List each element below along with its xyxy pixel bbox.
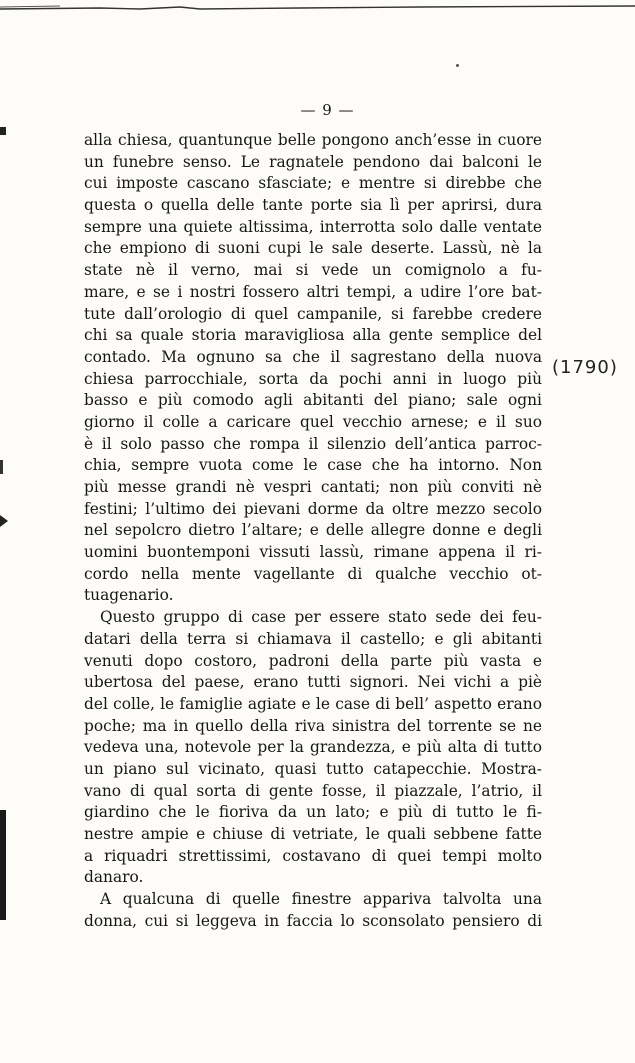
text-line: A qualcuna di quelle finestre appariva talvolta una <box>100 890 542 909</box>
text-line: basso e più comodo agli abitanti del piano; sale ogni <box>84 391 542 410</box>
text-line: alla chiesa, quantunque belle pongono anch’esse in cuore <box>84 131 542 149</box>
text-line: danaro. <box>84 868 144 887</box>
page-number: — 9 — <box>300 101 355 119</box>
text-line: uomini buontemponi vissuti lassù, rimane appena il ri- <box>84 543 542 562</box>
text-line: questa o quella delle tante porte sia lì per aprirsi, dura <box>84 196 542 215</box>
left-edge-mark <box>0 127 6 135</box>
text-line: giardino che le fioriva da un lato; e più di tutto le fi- <box>84 803 542 822</box>
body-text <box>84 130 542 932</box>
text-line: venuti dopo costoro, padroni della parte più vasta e <box>84 651 542 670</box>
text-line: che empiono di suoni cupi le sale deserte. Lassù, nè la <box>84 239 542 258</box>
text-line: state nè il verno, mai si vede un comignolo a fu- <box>84 261 542 280</box>
text-line: tuagenario. <box>84 586 174 605</box>
text-line: a riquadri strettissimi, costavano di quei tempi molto <box>84 846 542 865</box>
text-line: cui imposte cascano sfasciate; e mentre si direbbe che <box>84 174 542 193</box>
text-line: ubertosa del paese, erano tutti signori. Nei vichi a piè <box>84 673 542 692</box>
text-line: cordo nella mente vagellante di qualche vecchio ot- <box>84 564 542 583</box>
text-line: è il solo passo che rompa il silenzio dell’antica parroc- <box>84 434 542 453</box>
left-edge-mark <box>0 515 8 527</box>
top-edge-rule <box>0 4 635 12</box>
paragraph-1 <box>84 130 542 607</box>
text-line: chiesa parrocchiale, sorta da pochi anni in luogo più <box>84 369 542 388</box>
text-line: nel sepolcro dietro l’altare; e delle allegre donne e degli <box>84 521 542 540</box>
text-line: un piano sul vicinato, quasi tutto catapecchie. Mostra- <box>84 759 542 778</box>
text-line: chi sa quale storia maravigliosa alla gente semplice del <box>84 326 542 345</box>
scan-speck <box>456 64 459 67</box>
text-line: Questo gruppo di case per essere stato sede dei feu- <box>100 608 542 627</box>
left-edge-mark <box>0 460 3 474</box>
text-line: più messe grandi nè vespri cantati; non più conviti nè <box>84 478 542 496</box>
text-line: un funebre senso. Le ragnatele pendono dai balconi le <box>84 152 542 171</box>
text-line: contado. Ma ognuno sa che il sagrestano della nuova <box>84 347 542 366</box>
margin-note-year: (1790) <box>552 357 618 378</box>
text-line: mare, e se i nostri fossero altri tempi, a udire l’ore bat- <box>84 282 542 301</box>
text-line: vedeva una, notevole per la grandezza, e più alta di tutto <box>84 738 542 757</box>
paragraph-2 <box>84 607 542 889</box>
text-line: vano di qual sorta di gente fosse, il piazzale, l’atrio, il <box>84 781 542 800</box>
text-line: sempre una quiete altissima, interrotta solo dalle ventate <box>84 217 542 236</box>
text-line: poche; ma in quello della riva sinistra del torrente se ne <box>84 716 542 735</box>
text-line: chia, sempre vuota come le case che ha intorno. Non <box>84 456 542 475</box>
text-line: tute dall’orologio di quel campanile, si farebbe credere <box>84 304 542 323</box>
text-line: del colle, le famiglie agiate e le case di bell’ aspetto erano <box>84 694 542 713</box>
text-line: festini; l’ultimo dei pievani dorme da oltre mezzo secolo <box>84 499 542 518</box>
text-line: nestre ampie e chiuse di vetriate, le quali sebbene fatte <box>84 825 542 843</box>
left-edge-mark <box>0 810 6 920</box>
text-line: donna, cui si leggeva in faccia lo sconsolato pensiero di <box>84 911 542 930</box>
text-line: datari della terra si chiamava il castello; e gli abitanti <box>84 629 542 648</box>
text-line: giorno il colle a caricare quel vecchio arnese; e il suo <box>84 412 542 431</box>
paragraph-3 <box>84 889 542 932</box>
